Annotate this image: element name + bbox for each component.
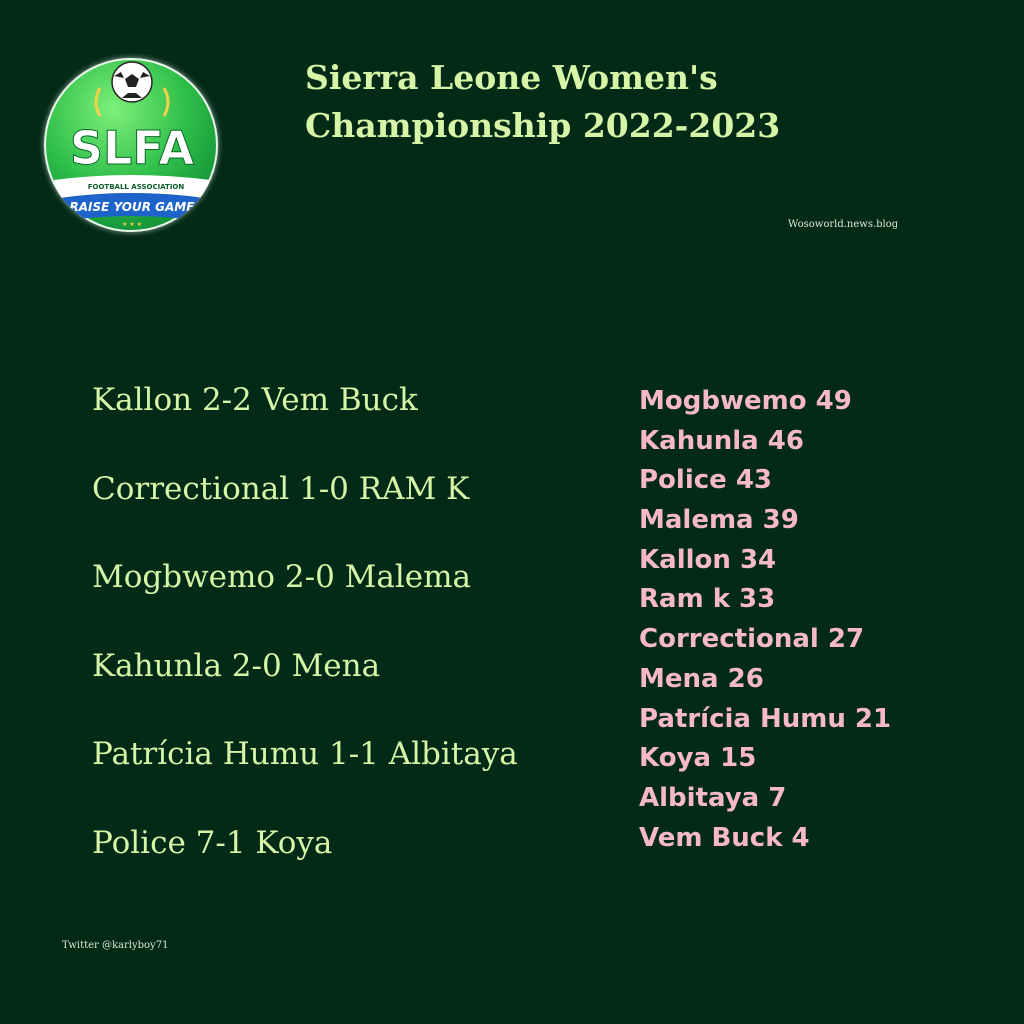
match-result: Mogbwemo 2-0 Malema — [92, 559, 472, 596]
standings-row: Correctional 27 — [639, 624, 865, 655]
twitter-handle: Twitter @karlyboy71 — [62, 940, 169, 951]
standings-row: Koya 15 — [639, 743, 757, 774]
watermark-text: Wosoworld.news.blog — [788, 219, 899, 230]
standings-row: Vem Buck 4 — [639, 822, 810, 853]
stars-icon: ★ ★ ★ — [122, 221, 142, 228]
logo-slogan: RAISE YOUR GAME — [69, 200, 195, 214]
slfa-logo-graphic — [44, 58, 218, 232]
match-results-list — [92, 376, 518, 908]
logo-letters: SLFA — [69, 121, 195, 175]
match-result: Correctional 1-0 RAM K — [92, 470, 470, 507]
standings-row: Malema 39 — [639, 505, 799, 536]
standings-row: Albitaya 7 — [639, 782, 787, 813]
logo-ring-text: FOOTBALL ASSOCIATION — [87, 183, 185, 191]
standings-row: Kahunla 46 — [639, 425, 804, 456]
soccer-ball-icon — [112, 62, 152, 102]
match-result: Kahunla 2-0 Mena — [92, 647, 381, 684]
standings-row: Mena 26 — [639, 663, 764, 694]
match-result: Kallon 2-2 Vem Buck — [92, 382, 418, 418]
match-result: Patrícia Humu 1-1 Albitaya — [92, 736, 518, 773]
slfa-logo — [44, 58, 218, 232]
standings-row: Police 43 — [639, 465, 773, 496]
standings-row: Patrícia Humu 21 — [639, 703, 892, 734]
standings-row: Kallon 34 — [639, 544, 777, 575]
page-title: Sierra Leone Women's Championship 2022-2023 — [305, 58, 781, 145]
standings-list — [639, 382, 891, 858]
standings-row: Mogbwemo 49 — [639, 386, 852, 416]
match-result: Police 7-1 Koya — [92, 824, 333, 861]
standings-row: Ram k 33 — [639, 584, 776, 615]
